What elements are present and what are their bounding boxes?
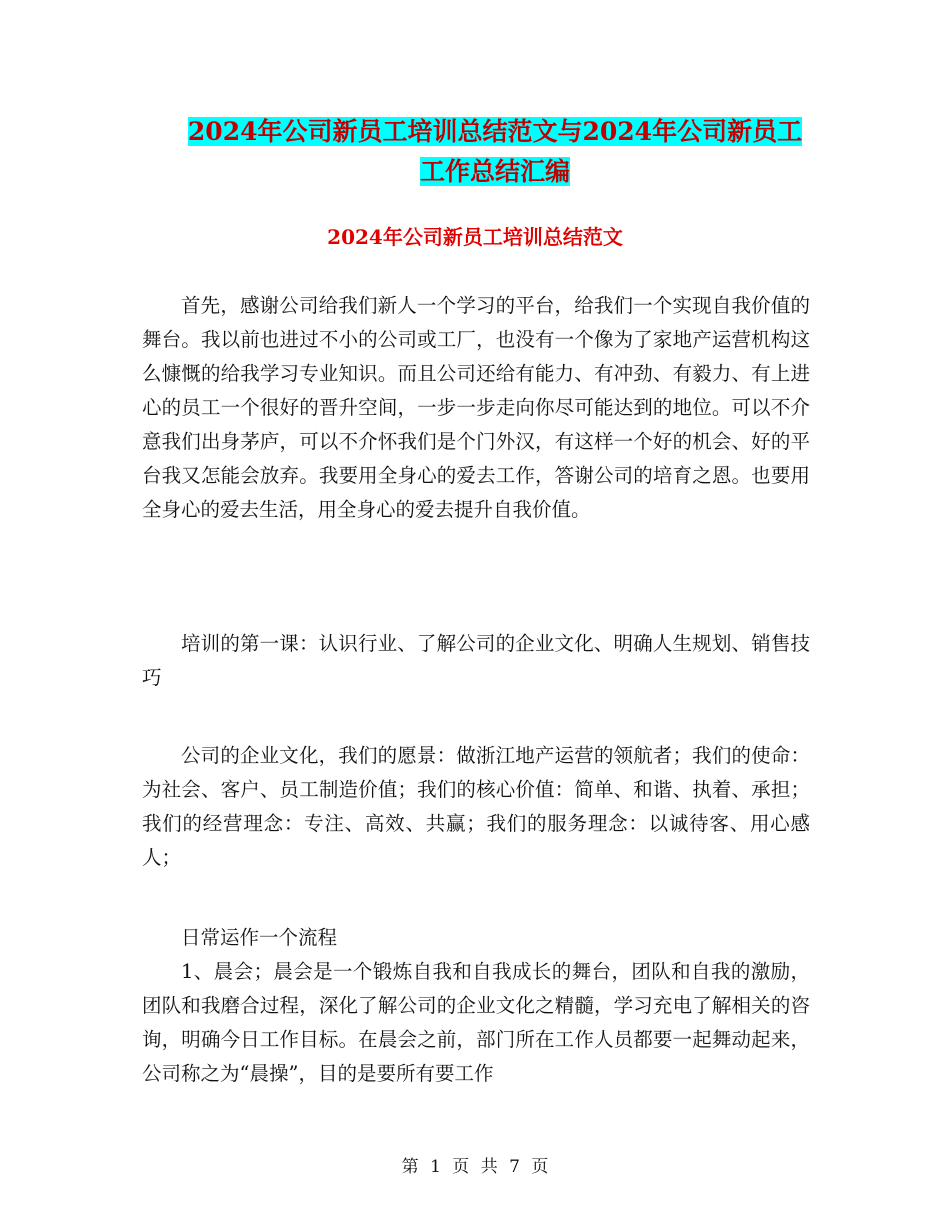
title-line-1: 2024年公司新员工培训总结范文与2024年公司新员工 <box>187 117 803 146</box>
paragraph-5: 1、晨会；晨会是一个锻炼自我和自我成长的舞台，团队和自我的激励，团队和我磨合过程，深化了解公司的企业文化之精髓，学习充电了解相关的咨询，明确今日工作目标。在晨会之前，部门所在工作人员都要一起舞动起来，公司称之为“晨操”，目的是要所有要工作 <box>142 960 810 1085</box>
document-title <box>140 112 850 192</box>
paragraph-4: 日常运作一个流程 <box>181 926 338 949</box>
paragraph-3: 公司的企业文化，我们的愿景：做浙江地产运营的领航者；我们的使命：为社会、客户、员工制造价值；我们的核心价值：简单、和谐、执着、承担；我们的经营理念：专注、高效、共赢；我们的服务理念：以诚待客、用心感人； <box>142 744 810 869</box>
title-line-2: 工作总结汇编 <box>419 157 570 186</box>
page-number: 第 1 页 共 7 页 <box>401 1157 549 1177</box>
section-title: 2024年公司新员工培训总结范文 <box>327 225 623 249</box>
paragraph-2: 培训的第一课：认识行业、了解公司的企业文化、明确人生规划、销售技巧 <box>142 632 810 689</box>
paragraph-1: 首先，感谢公司给我们新人一个学习的平台，给我们一个实现自我价值的舞台。我以前也进过不小的公司或工厂，也没有一个像为了家地产运营机构这么慷慨的给我学习专业知识。而且公司还给有能力、有冲劲、有毅力、有上进心的员工一个很好的晋升空间，一步一步走向你尽可能达到的地位。可以不介意我们出身茅庐，可以不介怀我们是个门外汉，有这样一个好的机会、好的平台我又怎能会放弃。我要用全身心的爱去工作，答谢公司的培育之恩。也要用全身心的爱去生活，用全身心的爱去提升自我价值。 <box>142 294 810 521</box>
